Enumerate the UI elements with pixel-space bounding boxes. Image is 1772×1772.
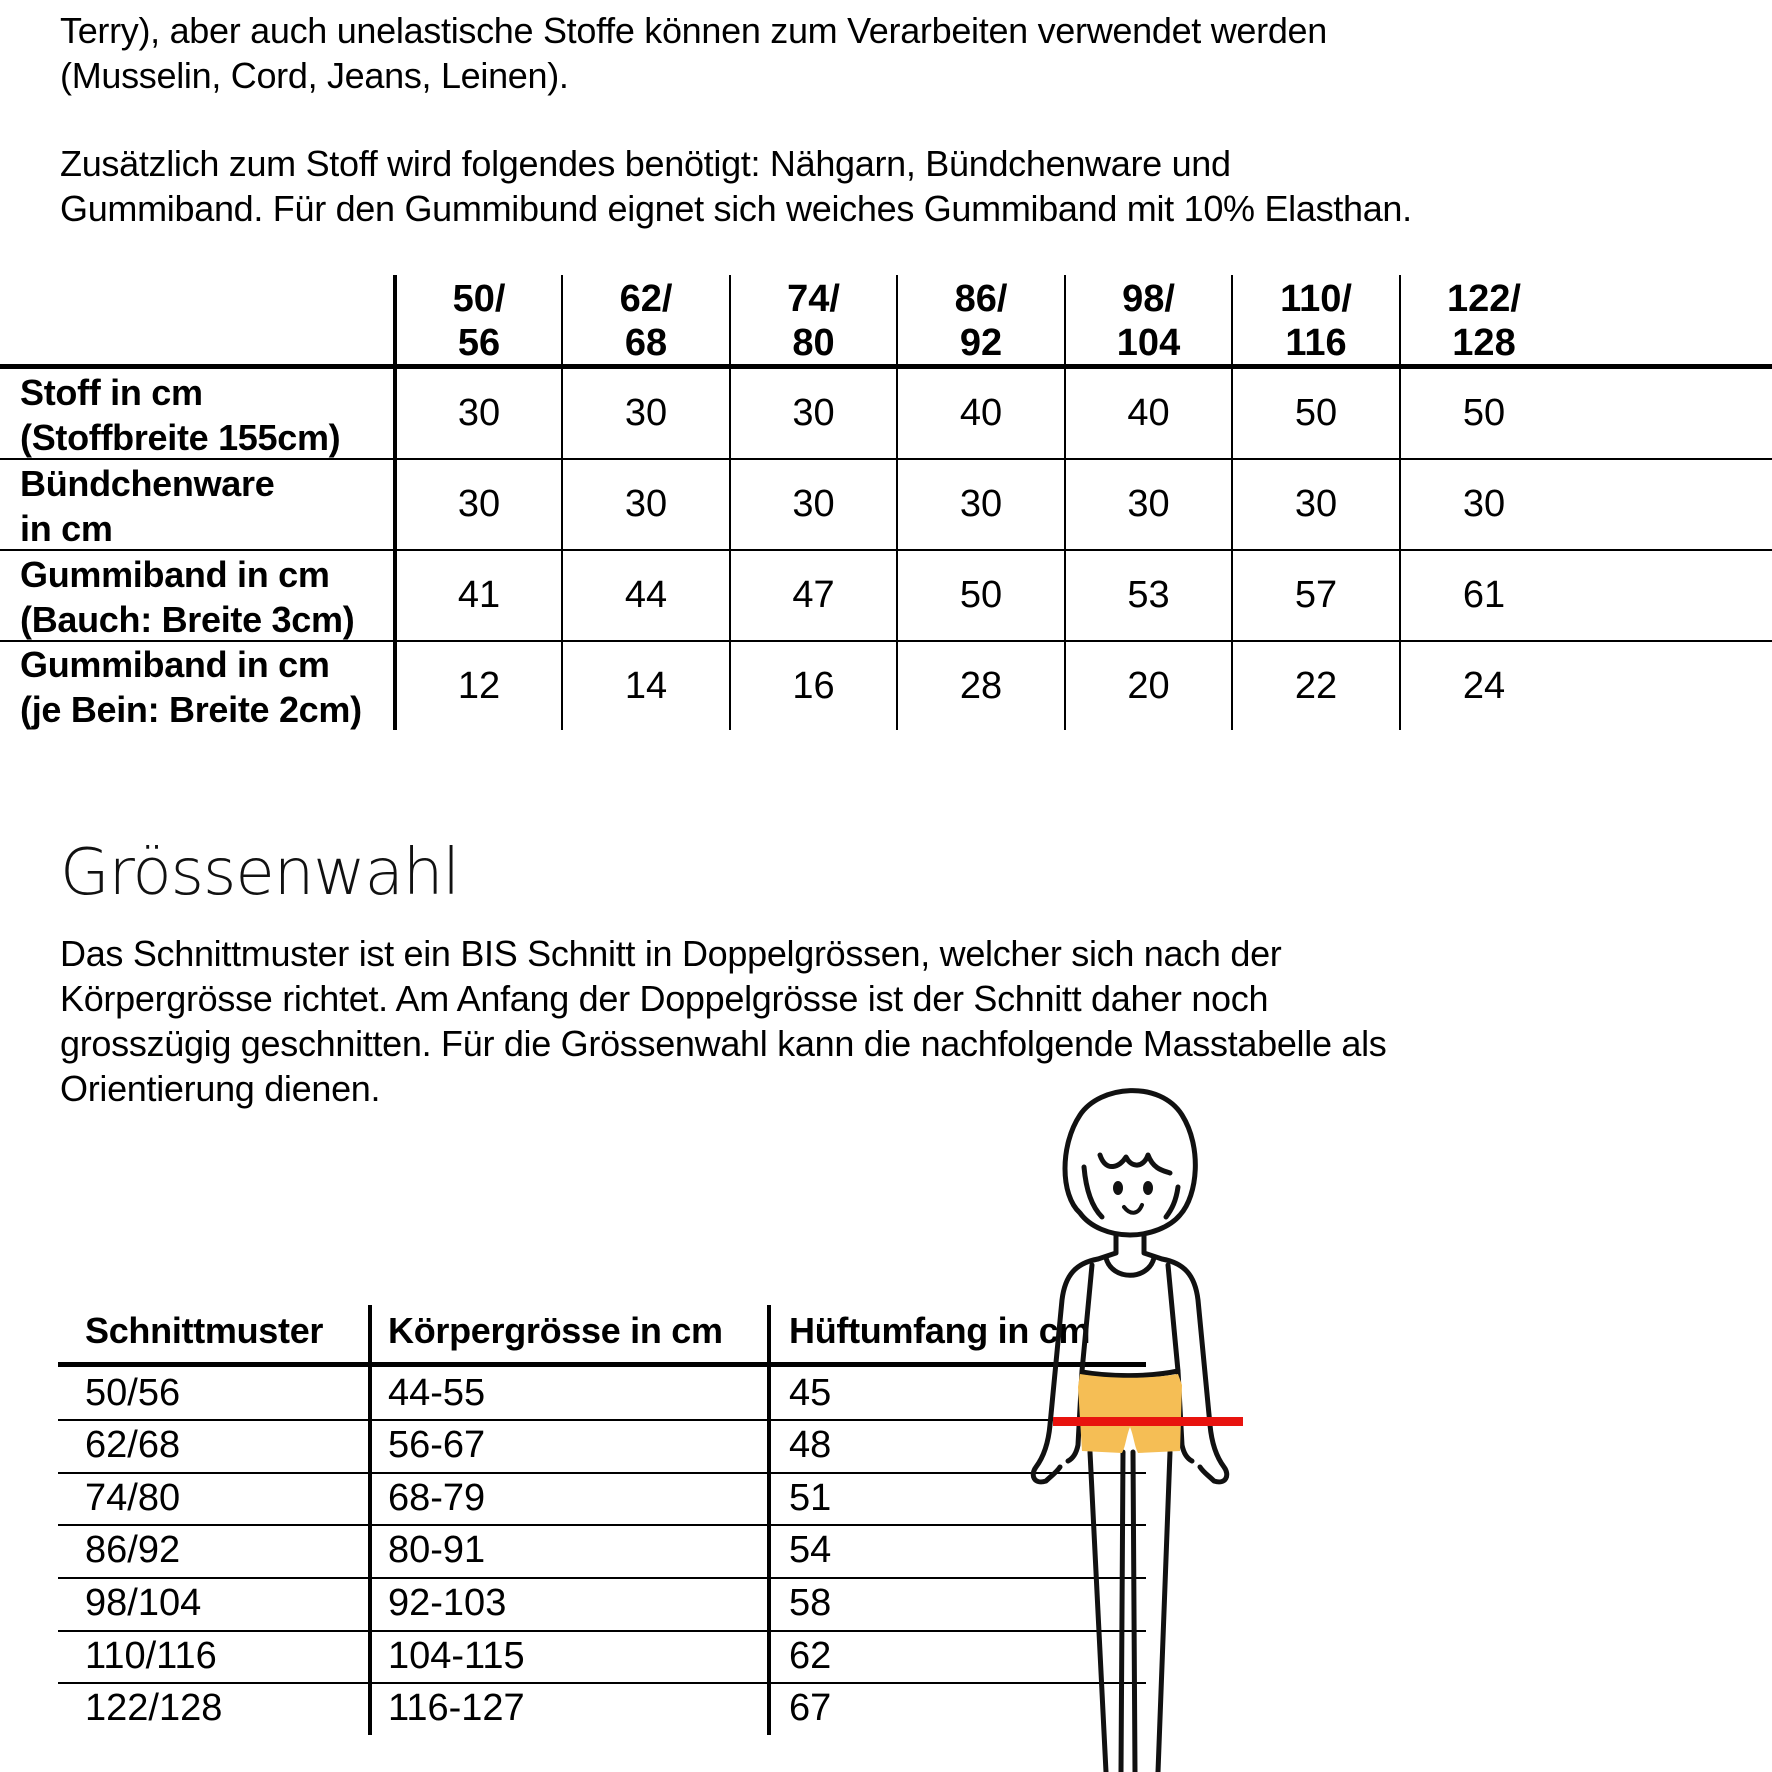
intro-paragraph [60, 8, 1327, 98]
table-cell: 30 [457, 392, 501, 434]
table-row [0, 551, 1772, 640]
header-rule [58, 1362, 1146, 1367]
table-cell: 40 [1127, 392, 1170, 434]
row-label: Bündchenware in cm [20, 463, 275, 549]
row-label: Gummiband in cm (je Bein: Breite 2cm) [20, 644, 362, 730]
table-cell: 50 [959, 574, 1003, 616]
table-cell: 16 [792, 665, 835, 707]
row-rule [58, 1472, 1146, 1474]
shorts-shape [1078, 1374, 1182, 1453]
table-cell: 22 [1294, 665, 1338, 707]
supplies-paragraph [60, 141, 1412, 231]
supplies-line: Zusätzlich zum Stoff wird folgendes benötigt: Nähgarn, Bündchenware und [60, 143, 1231, 184]
table-cell: 50 [1294, 392, 1338, 434]
row-rule [58, 1524, 1146, 1526]
supplies-line: Gummiband. Für den Gummibund eignet sich weiches Gummiband mit 10% Elasthan. [60, 188, 1412, 229]
table-cell: 30 [1294, 483, 1338, 525]
size-header-98-104: 98/ 104 [1116, 278, 1181, 364]
size-header-110-116: 110/ 116 [1280, 278, 1352, 364]
table-row [0, 460, 1772, 549]
table-cell: 41 [457, 574, 501, 616]
table-cell: 14 [624, 665, 668, 707]
table-cell: 40 [959, 392, 1003, 434]
table-divider [767, 1305, 771, 1735]
table-cell: 20 [1127, 665, 1170, 707]
table-cell: 30 [624, 392, 668, 434]
size-line: Körpergrösse richtet. Am Anfang der Doppelgrösse ist der Schnitt daher noch [60, 978, 1269, 1019]
section-heading: Grössenwahl [60, 836, 460, 910]
row-rule [58, 1630, 1146, 1632]
size-header-74-80: 74/ 80 [787, 278, 840, 364]
eye-icon [1113, 1181, 1123, 1195]
table-cell: 50 [1462, 392, 1506, 434]
child-figure-illustration [1020, 1075, 1250, 1772]
table-cell: 30 [792, 483, 835, 525]
table-divider [368, 1305, 372, 1735]
intro-line: (Musselin, Cord, Jeans, Leinen). [60, 55, 569, 96]
table-cell: 12 [457, 665, 501, 707]
size-line: Das Schnittmuster ist ein BIS Schnitt in Doppelgrössen, welcher sich nach der [60, 933, 1282, 974]
mouth-icon [1124, 1205, 1142, 1213]
size-header-86-92: 86/ 92 [954, 278, 1008, 364]
table-cell: 47 [792, 574, 835, 616]
table-cell: 30 [624, 483, 668, 525]
row-rule [58, 1419, 1146, 1421]
table-cell: 30 [457, 483, 501, 525]
size-header-62-68: 62/ 68 [619, 278, 673, 364]
row-rule [58, 1682, 1146, 1684]
eye-icon [1143, 1181, 1153, 1195]
table-row [0, 642, 1772, 731]
table-cell: 44 [624, 574, 668, 616]
table-cell: 24 [1462, 665, 1506, 707]
table-cell: 30 [959, 483, 1003, 525]
header-koerpergroesse: Körpergrösse in cm [388, 1310, 723, 1351]
row-rule [58, 1577, 1146, 1579]
hip-measurement-line [1053, 1417, 1243, 1426]
table-cell: 30 [792, 392, 835, 434]
table-cell: 28 [959, 665, 1003, 707]
size-header-122-128: 122/ 128 [1447, 278, 1521, 364]
header-hueftumfang: Hüftumfang in cm [789, 1310, 1091, 1351]
table-cell: 57 [1294, 574, 1338, 616]
table-cell: 61 [1462, 574, 1506, 616]
header-schnittmuster: Schnittmuster [85, 1310, 324, 1351]
table-cell: 53 [1127, 574, 1170, 616]
table-cell: 30 [1462, 483, 1506, 525]
size-line: grosszügig geschnitten. Für die Grössenwahl kann die nachfolgende Masstabelle als [60, 1023, 1387, 1064]
size-line: Orientierung dienen. [60, 1068, 381, 1109]
intro-line: Terry), aber auch unelastische Stoffe können zum Verarbeiten verwendet werden [60, 10, 1327, 51]
row-label: Stoff in cm (Stoffbreite 155cm) [20, 372, 341, 458]
size-header-50-56: 50/ 56 [452, 278, 506, 364]
row-label: Gummiband in cm (Bauch: Breite 3cm) [20, 554, 355, 640]
table-cell: 30 [1127, 483, 1170, 525]
table-row [0, 369, 1772, 458]
